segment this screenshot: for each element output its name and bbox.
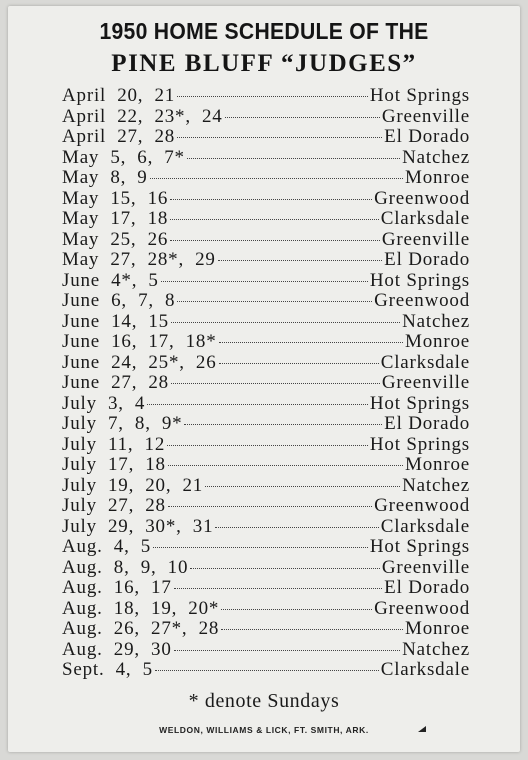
- game-dates: June 14, 15: [62, 310, 169, 332]
- schedule-row: [62, 578, 470, 599]
- game-dates: Aug. 8, 9, 10: [62, 556, 189, 578]
- dot-leader: [221, 629, 403, 630]
- opponent-team: Natchez: [402, 310, 470, 332]
- game-dates: July 17, 18: [62, 454, 166, 475]
- schedule-row: [62, 537, 470, 558]
- game-dates: April 20, 21: [62, 85, 176, 106]
- opponent-team: Greenwood: [374, 495, 470, 516]
- opponent-team: Monroe: [405, 167, 470, 188]
- schedule-list: [62, 86, 470, 681]
- schedule-row: [62, 373, 470, 394]
- opponent-team: El Dorado: [384, 577, 470, 598]
- dot-leader: [171, 322, 400, 323]
- opponent-team: Monroe: [405, 618, 470, 639]
- dot-leader: [225, 117, 380, 118]
- game-dates: June 16, 17, 18*: [62, 331, 217, 352]
- opponent-team: Greenville: [381, 105, 470, 127]
- dot-leader: [190, 568, 380, 569]
- schedule-row: [62, 435, 470, 456]
- schedule-row: [62, 353, 470, 374]
- schedule-row: [62, 230, 470, 251]
- opponent-team: Greenville: [381, 556, 470, 578]
- game-dates: May 8, 9: [62, 167, 148, 188]
- schedule-row: [62, 558, 470, 579]
- opponent-team: Monroe: [405, 454, 470, 475]
- game-dates: Sept. 4, 5: [62, 659, 153, 680]
- game-dates: Aug. 4, 5: [62, 536, 152, 557]
- printer-credit: WELDON, WILLIAMS & LICK, FT. SMITH, ARK.: [159, 725, 369, 735]
- opponent-team: Hot Springs: [369, 85, 470, 106]
- dot-leader: [167, 445, 368, 446]
- game-dates: June 4*, 5: [62, 269, 159, 291]
- game-dates: June 27, 28: [62, 372, 169, 393]
- dot-leader: [161, 281, 368, 282]
- dot-leader: [170, 199, 372, 200]
- schedule-row: [62, 517, 470, 538]
- opponent-team: Natchez: [402, 474, 470, 496]
- schedule-row: [62, 107, 470, 128]
- game-dates: May 17, 18: [62, 208, 169, 229]
- schedule-row: [62, 394, 470, 415]
- schedule-row: [62, 496, 470, 517]
- opponent-team: Hot Springs: [369, 536, 470, 557]
- opponent-team: Hot Springs: [369, 392, 470, 414]
- schedule-row: [62, 271, 470, 292]
- game-dates: July 27, 28: [62, 495, 166, 516]
- opponent-team: Clarksdale: [380, 515, 470, 537]
- dot-leader: [155, 670, 379, 671]
- opponent-team: Greenwood: [374, 597, 470, 619]
- schedule-row: [62, 414, 470, 435]
- dot-leader: [174, 650, 401, 651]
- opponent-team: Greenville: [381, 228, 470, 250]
- game-dates: July 29, 30*, 31: [62, 515, 214, 537]
- dot-leader: [221, 609, 372, 610]
- dot-leader: [170, 240, 380, 241]
- schedule-row: [62, 168, 470, 189]
- sunday-footnote: * denote Sundays: [188, 690, 340, 712]
- dot-leader: [218, 260, 382, 261]
- dot-leader: [168, 465, 403, 466]
- schedule-row: [62, 599, 470, 620]
- game-dates: April 22, 23*, 24: [62, 105, 223, 127]
- schedule-row: [62, 250, 470, 271]
- game-dates: July 19, 20, 21: [62, 474, 204, 496]
- schedule-row: [62, 86, 470, 107]
- opponent-team: Hot Springs: [369, 433, 470, 455]
- game-dates: July 3, 4: [62, 392, 146, 414]
- schedule-row: [62, 148, 470, 169]
- game-dates: May 15, 16: [62, 187, 169, 209]
- opponent-team: Natchez: [402, 146, 470, 168]
- dot-leader: [150, 178, 403, 179]
- opponent-team: Hot Springs: [369, 269, 470, 291]
- opponent-team: Clarksdale: [380, 351, 470, 373]
- dot-leader: [147, 404, 368, 405]
- dot-leader: [153, 547, 368, 548]
- opponent-team: Greenville: [381, 372, 470, 393]
- schedule-row: [62, 455, 470, 476]
- game-dates: Aug. 18, 19, 20*: [62, 597, 220, 619]
- dot-leader: [168, 506, 372, 507]
- schedule-row: [62, 476, 470, 497]
- schedule-row: [62, 312, 470, 333]
- game-dates: June 24, 25*, 26: [62, 351, 217, 373]
- schedule-title: 1950 HOME SCHEDULE OF THE: [99, 18, 429, 44]
- opponent-team: El Dorado: [384, 249, 470, 270]
- dot-leader: [205, 486, 400, 487]
- opponent-team: Clarksdale: [380, 208, 470, 229]
- opponent-team: El Dorado: [384, 126, 470, 147]
- dot-leader: [187, 158, 400, 159]
- game-dates: Aug. 29, 30: [62, 638, 172, 660]
- dot-leader: [219, 363, 379, 364]
- schedule-row: [62, 619, 470, 640]
- schedule-row: [62, 660, 470, 681]
- game-dates: Aug. 26, 27*, 28: [62, 618, 220, 639]
- game-dates: Aug. 16, 17: [62, 577, 172, 598]
- opponent-team: Greenwood: [374, 290, 470, 311]
- dot-leader: [215, 527, 378, 528]
- game-dates: July 11, 12: [62, 433, 166, 455]
- dot-leader: [174, 588, 383, 589]
- schedule-row: [62, 189, 470, 210]
- dot-leader: [171, 383, 380, 384]
- dot-leader: [177, 96, 368, 97]
- union-bug-icon: [417, 725, 427, 733]
- game-dates: July 7, 8, 9*: [62, 413, 183, 434]
- game-dates: May 25, 26: [62, 228, 169, 250]
- schedule-row: [62, 127, 470, 148]
- schedule-row: [62, 209, 470, 230]
- opponent-team: Greenwood: [374, 187, 470, 209]
- game-dates: May 5, 6, 7*: [62, 146, 185, 168]
- opponent-team: Natchez: [402, 638, 470, 660]
- schedule-row: [62, 640, 470, 661]
- opponent-team: El Dorado: [384, 413, 470, 434]
- dot-leader: [177, 301, 372, 302]
- dot-leader: [219, 342, 404, 343]
- dot-leader: [170, 219, 379, 220]
- dot-leader: [184, 424, 382, 425]
- schedule-row: [62, 332, 470, 353]
- opponent-team: Monroe: [405, 331, 470, 352]
- opponent-team: Clarksdale: [380, 659, 470, 680]
- team-name: PINE BLUFF “JUDGES”: [111, 50, 417, 77]
- schedule-row: [62, 291, 470, 312]
- game-dates: May 27, 28*, 29: [62, 249, 216, 270]
- game-dates: April 27, 28: [62, 126, 176, 147]
- dot-leader: [177, 137, 382, 138]
- game-dates: June 6, 7, 8: [62, 290, 176, 311]
